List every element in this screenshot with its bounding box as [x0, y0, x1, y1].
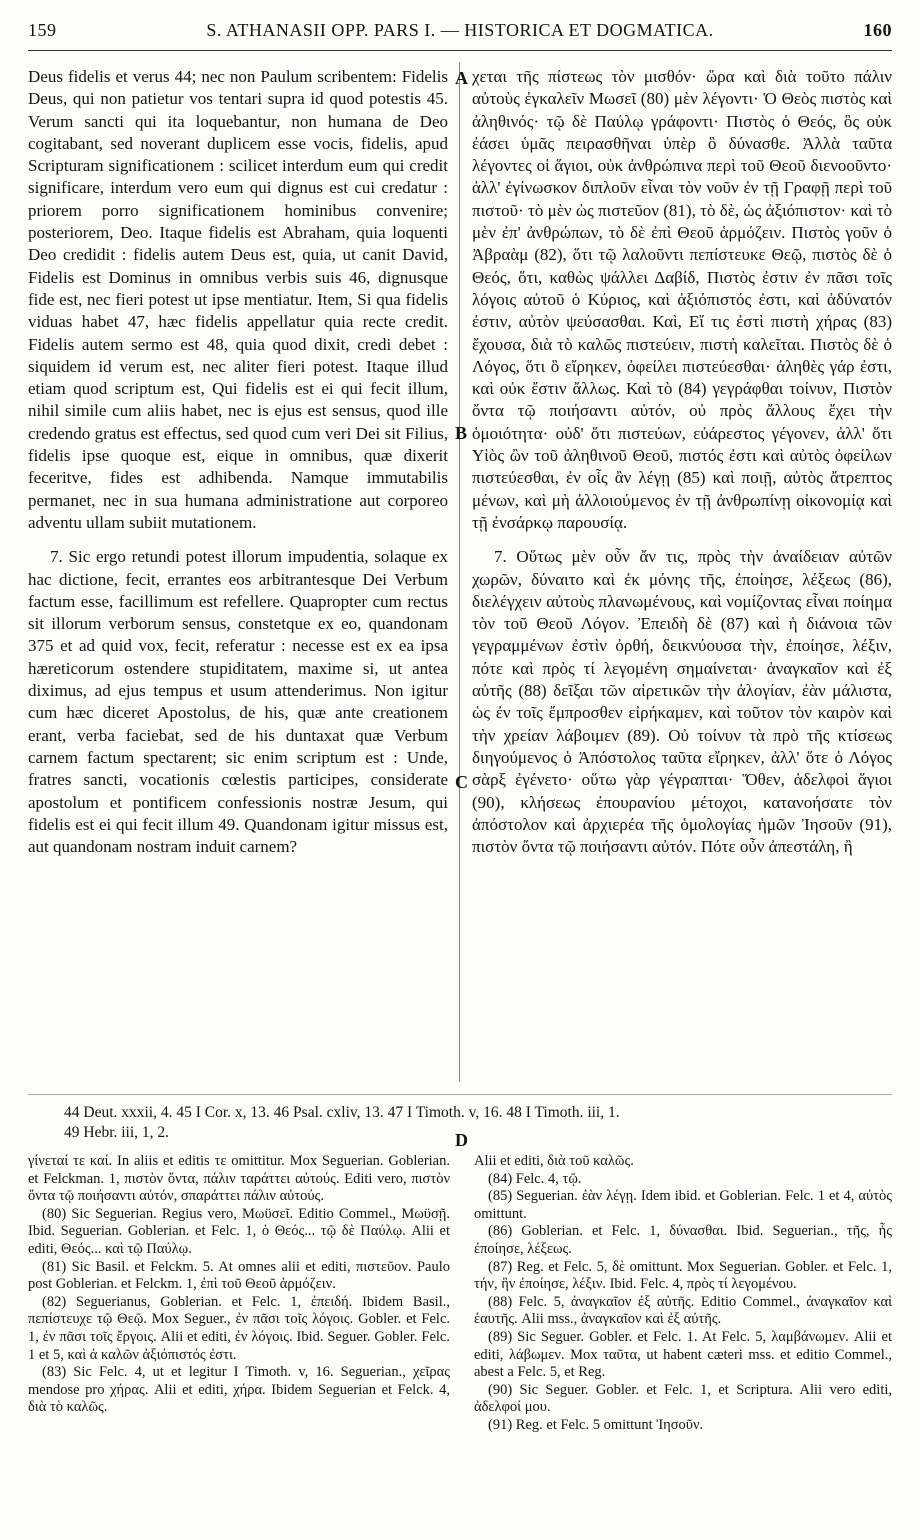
- note: (80) Sic Seguerian. Regius vero, Μωϋσεῖ. Editio Commel., Μωϋσῇ. Ibid. Seguerian. Goblerian. et Felc. 1, ὁ Θεός... τῷ δὲ Παύλῳ. Alii et editi, Θεός... καὶ τῷ Παύλῳ.: [28, 1205, 450, 1257]
- latin-paragraph-2: 7. Sic ergo retundi potest illorum impudentia, solaque ex hac dictione, fecit, errantes eos arbitrantesque Dei Verbum factum esse, facillimum est refellere. Quapropter cum rectus sit illorum verborum sensus, constetque ex eo, quandonam 375 et ad quid vox, fecit, referatur : necesse est ex ea ipsa hæreticorum ostendere stupiditatem, maxime si, ut antea diximus, ad ejus tempus et usum attenderimus. Non igitur cum hæc diceret Apostolus, de his, quæ ante creationem erant, verba faciebat, sed de his duntaxat quæ Verbum carnem factum spectarent; sic enim scriptum est : Unde, fratres sancti, vocationis cœlestis participes, considerate apostolum et pontificem confessionis nostræ Jesum, qui fidelis est ei qui fecit illum 49. Quandonam igitur missus est, aut quandonam nostram induit carnem?: [28, 547, 448, 857]
- note: (81) Sic Basil. et Felckm. 5. At omnes alii et editi, πιστεῦον. Paulo post Goblerian. et Felckm. 1, ἐπὶ τοῦ Θεοῦ ἁρμόζειν.: [28, 1258, 450, 1293]
- note: (84) Felc. 4, τῷ.: [488, 1170, 582, 1187]
- scripture-footnotes: [64, 1103, 892, 1143]
- note: Alii et editi, διὰ τοῦ καλῶς.: [474, 1153, 634, 1169]
- note: (90) Sic Seguer. Gobler. et Felc. 1, et Scriptura. Alii vero editi, ἀδελφοί μου.: [474, 1381, 892, 1416]
- note: (86) Goblerian. et Felc. 1, δύνασθαι. Ibid. Seguerian., τῆς, ἧς ἐποίησε, λέξεως.: [474, 1223, 892, 1257]
- page-header: [28, 14, 892, 48]
- variant-notes-right: [474, 1153, 892, 1435]
- latin-paragraph-1: Deus fidelis et verus 44; nec non Paulum scribentem: Fidelis Deus, qui non patietur vos tentari supra id quod potestis 45. Verum sancti qui ita loquebantur, non humana de Deo cogitabant, sed noverant duplicem esse vocis, fidelis, apud Scripturam significationem : scilicet interdum eum qui credit significare, interdum vero eum qui dignus est cui credatur : priorem porro significationem hominibus convenire; posteriorem, Deo. Itaque fidelis est Abraham, quia loquenti Deo credidit : fidelis autem Deus est, quia, ut canit David, Fidelis est Dominus in omnibus verbis suis 46, dignusque fide est, nec fieri potest ut ipse mentiatur. Item, Si qua fidelis viduas habet 47, hæc fidelis appellatur quia recte credit. Fidelis autem sermo est 48, quia quod dixit, credi debet : siquidem id verum est, nec aliter fieri potest. Itaque illud etiam quod scriptum est, Qui fidelis est ei qui fecit illum, nihil simile cum aliis habet, nec is ejus est sensus, quod ille credendo gratus est effectus, sed quod cum veri Dei sit Filius, fidelis ipse quoque est, eique in omnibus, quæ dixerit feceritve, fides est adhibenda. Namque immutabilis permanet, nec in sua humana administratione aut corporeo adventu ullam subiit mutationem.: [28, 67, 448, 532]
- margin-letter-b: B: [455, 423, 468, 443]
- header-rule: [28, 50, 892, 51]
- note: (91) Reg. et Felc. 5 omittunt Ἰησοῦν.: [488, 1416, 704, 1433]
- note: (88) Felc. 5, ἀναγκαῖον ἐξ αὐτῆς. Editio Commel., ἀναγκαῖον καὶ ἑαυτῆς. Alii mss., ἀναγκαῖον καὶ ἐξ αὐτῆς.: [474, 1293, 892, 1328]
- page-number-right: 160: [863, 20, 892, 40]
- note: (89) Sic Seguer. Gobler. et Felc. 1. At Felc. 5, λαμβάνωμεν. Alii et editi, λάβωμεν. Mox ταῦτα, ut habent cæteri mss. et editio Commel., abest a Felc. 5, et Reg.: [474, 1328, 892, 1381]
- note: (85) Seguerian. ἐὰν λέγῃ. Idem ibid. et Goblerian. Felc. 1 et 4, αὐτὸς omittunt.: [474, 1188, 892, 1222]
- note: (82) Seguerianus, Goblerian. et Felc. 1, ἐπειδή. Ibidem Basil., πεπίστευχε τῷ Θεῷ. Mox Seguer., ἐν πᾶσι τοῖς λόγοις. Gobler. et Felc. 1, ἐν πᾶσι τοῖς ἔργοις. Alii et editi, ἐν λόγοις. Ibid. Seguer. Gobler. Felc. 1 et 5, καὶ ἀ καλῶν ἀξιόπιστός ἐστι.: [28, 1293, 450, 1363]
- margin-letter-d: D: [455, 1130, 468, 1150]
- latin-column: [28, 66, 448, 858]
- page-number-left: 159: [28, 20, 57, 40]
- footnote-line-1: 44 Deut. xxxii, 4. 45 I Cor. x, 13. 46 Psal. cxliv, 13. 47 I Timoth. v, 16. 48 I Timoth. iii, 1.: [64, 1104, 620, 1121]
- variant-notes-left: [28, 1153, 450, 1417]
- note: γίνεταί τε καί. In aliis et editis τε omittitur. Mox Seguerian. Goblerian. et Felckman. 1, πιστὸν ὄντα, πάλιν ταράττει αὐτούς. Editi vero, πιστὸν ὄντα τῷ ποιήσαντι αὐτόν, σπαράττει πάλιν αὐτούς.: [28, 1153, 450, 1205]
- note: (87) Reg. et Felc. 5, δὲ omittunt. Mox Seguerian. Gobler. et Felc. 1, τήν, ἣν ἐποίησε, λέξιν. Ibid. Felc. 4, πρὸς τί λεγομένου.: [474, 1258, 892, 1293]
- running-title: S. ATHANASII OPP. PARS I. — HISTORICA ET DOGMATICA.: [206, 20, 714, 40]
- footnote-rule: [28, 1094, 892, 1095]
- note: (83) Sic Felc. 4, ut et legitur I Timoth. v, 16. Seguerian., χεῖρας mendose pro χήρας. Alii et editi, χήρα. Ibidem Seguerian et Felck. 4, διὰ τὸ καλῶς.: [28, 1364, 450, 1416]
- margin-letter-a: A: [455, 68, 468, 88]
- footnote-line-2: 49 Hebr. iii, 1, 2.: [64, 1124, 170, 1141]
- greek-paragraph-2: 7. Οὕτως μὲν οὖν ἄν τις, πρὸς τὴν ἀναίδειαν αὐτῶν χωρῶν, δύναιτο καὶ ἐκ μόνης τῆς, ἐποίησε, λέξεως (86), διελέγχειν αὐτοὺς πλανωμένους, καὶ νομίζοντας εἶναι ποίημα τὸν τοῦ Θεοῦ Λόγον. Ἐπειδὴ δὲ (87) καὶ ἡ διάνοια τῶν γεγραμμένων ἐστὶν ὀρθή, δεικνύουσα τὴν, ἐποίησε, λέξιν, πότε καὶ πρὸς τί λεγομένη σημαίνεται· ἀναγκαῖον καὶ ἐξ αὐτῆς (88) δεῖξαι τῶν αἱρετικῶν τὴν ἀλογίαν, ἐὰν μάλιστα, ὡς ἐν τοῖς ἔμπροσθεν εἰρήκαμεν, καὶ τοῦτον τὸν καιρὸν καὶ τὴν χρείαν λάβοιμεν (89). Οὐ τοίνυν τὰ πρὸ τῆς κτίσεως διηγούμενος ὁ Ἀπόστολος ταῦτα εἴρηκεν, ἀλλ' ὅτε ὁ Λόγος σὰρξ ἐγένετο· οὕτω γὰρ γέγραπται· Ὅθεν, ἀδελφοὶ ἅγιοι (90), κλήσεως ἐπουρανίου μέτοχοι, κατανοήσατε τὸν ἀπόστολον καὶ ἀρχιερέα τῆς ὁμολογίας ἡμῶν Ἰησοῦν (91), πιστὸν ὄντα τῷ ποιήσαντι αὐτόν. Πότε οὖν ἀπεστάλη, ἢ: [472, 547, 892, 857]
- greek-column: [472, 66, 892, 858]
- greek-paragraph-1: χεται τῆς πίστεως τὸν μισθόν· ὥρα καὶ διὰ τοῦτο πάλιν αὐτοὺς ἐγκαλεῖν Μωσεῖ (80) μὲν λέγοντι· Ὁ Θεὸς πιστὸς καὶ ἀληθινός· τῷ δὲ Παύλῳ γράφοντι· Πιστὸς ὁ Θεός, ὃς οὐκ ἐάσει ὑμᾶς πειρασθῆναι ὑπὲρ ὃ δύνασθε. Ἀλλὰ ταῦτα λέγοντες οἱ ἅγιοι, οὐκ ἀνθρώπινα περὶ τοῦ Θεοῦ διενοοῦντο· ἀλλ' ἐγίνωσκον διπλοῦν εἶναι τὸν νοῦν ἐν τῇ Γραφῇ περὶ τοῦ πιστοῦ· τὸ μὲν ὡς πιστεῦον (81), τὸ δὲ, ὡς ἀξιόπιστον· καὶ τὸ μὲν ἐπ' ἀνθρώπων, τὸ δὲ ἐπὶ Θεοῦ ἁρμόζειν. Πιστὸς γοῦν ὁ Ἀβραὰμ (82), ὅτι τῷ λαλοῦντι πεπίστευκε Θεῷ, πιστὸς δὲ ὁ Θεός, ὅτι, καθὼς ψάλλει Δαβίδ, Πιστὸς ἐστιν ἐν πᾶσι τοῖς λόγοις αὐτοῦ ὁ Κύριος, καὶ ἀξιόπιστός ἐστι, καὶ ἀδύνατόν ἐστιν, αὐτὸν ψεύσασθαι. Καὶ, Εἴ τις ἐστὶ πιστὴ χήρας (83) ἔχουσα, διὰ τὸ καλῶς πιστεύειν, πιστὴ καλεῖται. Πιστὸς δὲ ὁ Λόγος, ὅτι ὃ εἴρηκεν, ὀφείλει πιστεύεσθαι· ἀληθὲς γάρ ἐστι, καὶ οὐκ ἔστιν ἄλλως. Καὶ τὸ (84) γεγράφθαι τοίνυν, Πιστὸν ὄντα τῷ ποιήσαντι αὐτόν, οὐ πρὸς ἄλλους ἔχει τὴν ὁμοιότητα· οὐδ' ὅτι πιστεύων, εὐάρεστος γέγονεν, ἀλλ' ὅτι Υἱὸς ὢν τοῦ ἀληθινοῦ Θεοῦ, πιστός ἐστι καὶ αὐτὸς ὀφείλων πιστεύεσθαι, ἐν οἷς ἂν λέγῃ (85) καὶ ποιῇ, αὐτὸς ἄτρεπτος μένων, καὶ μὴ ἀλλοιούμενος ἐν τῇ ἀνθρωπίνῃ οἰκονομίᾳ καὶ τῇ ἐνσάρκῳ παρουσίᾳ.: [472, 67, 892, 532]
- margin-letter-c: C: [455, 772, 468, 792]
- column-divider: [459, 62, 460, 1082]
